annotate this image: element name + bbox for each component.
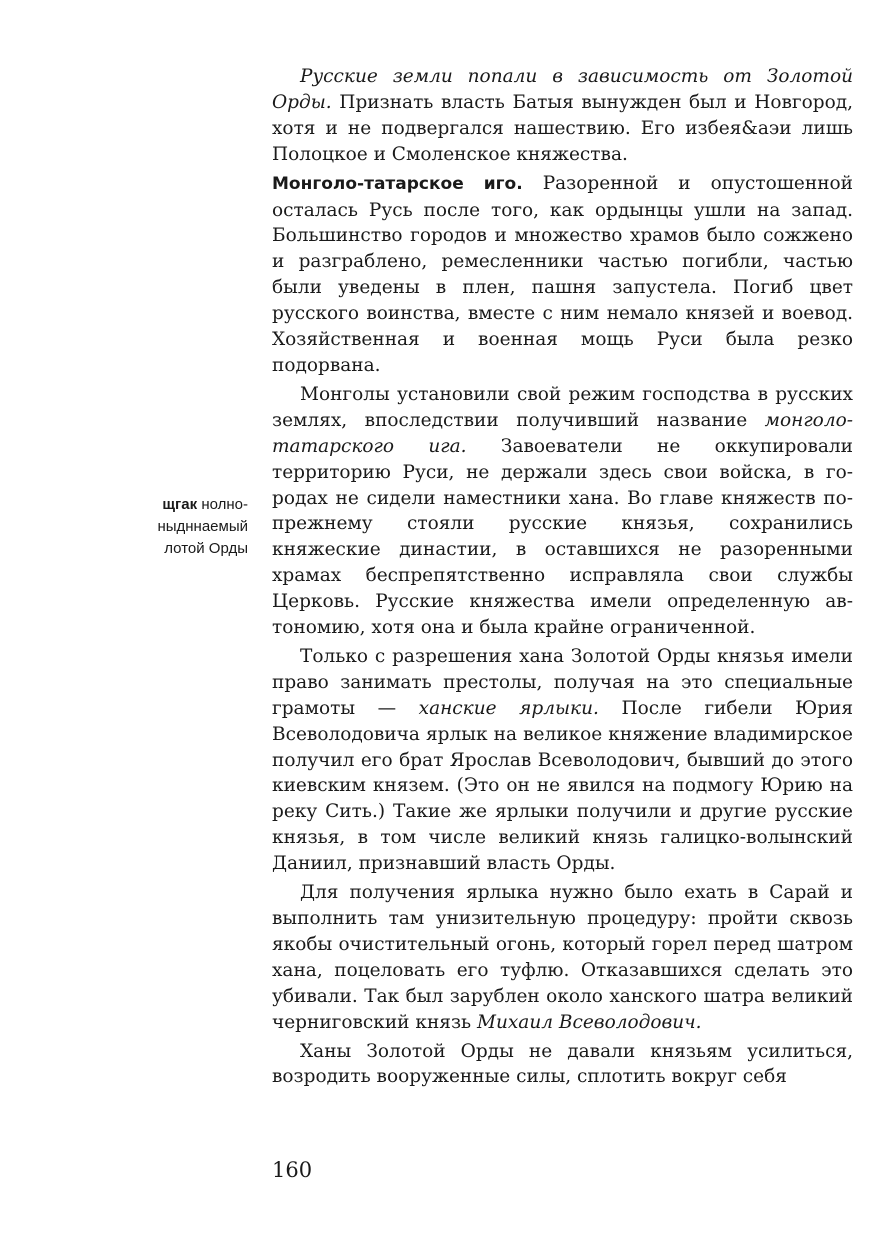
paragraph-5 bbox=[272, 880, 853, 1035]
paragraph-text: Ханы Золотой Орды не давали князьям усилиться, возродить вооруженные силы, сплотить вокруг себя bbox=[272, 1040, 853, 1088]
paragraph-text: Для получения ярлыка нужно было ехать в Сарай и выполнить там унизительную процедуру: пройти сквозь якобы очистительный огонь, который горел перед шатром хана, поцеловать его туфлю. Отказавшихся сделать это убивали. Так был зарублен около ханского шатра великий черниговский князь bbox=[272, 882, 853, 1033]
margin-note bbox=[116, 494, 248, 560]
margin-note-line-3: лотой Орды bbox=[164, 540, 248, 557]
page-number: 160 bbox=[272, 1158, 313, 1182]
margin-note-line-2: ныдннаемый bbox=[157, 518, 248, 535]
italic-term: монголо-татарского ига. bbox=[272, 409, 853, 457]
margin-note-line-1 bbox=[116, 494, 248, 516]
margin-note-text: нолно- bbox=[197, 496, 248, 513]
paragraph-2 bbox=[272, 171, 853, 379]
paragraph-text: После гибели Юрия Всеволодовича ярлык на великое княжение владимирское получил его брат Ярослав Всеволодович, бывший до этого киевским князем. (Это он не явился на подмогу Юрию на реку Сить.) Такие же ярлыки получили и другие русские князья, в том числе великий князь галицко-волынский Даниил, признавший власть Орды. bbox=[272, 697, 853, 875]
italic-term: ханские ярлыки. bbox=[418, 697, 599, 719]
margin-note-bold: щгак bbox=[162, 496, 198, 513]
paragraph-text: Монголы установили свой режим господства в русских землях, впоследствии получивший название bbox=[272, 383, 853, 431]
paragraph-3 bbox=[272, 382, 853, 641]
italic-name: Михаил Всеволодович. bbox=[477, 1011, 702, 1033]
main-text bbox=[272, 64, 853, 1090]
paragraph-6 bbox=[272, 1039, 853, 1091]
paragraph-1 bbox=[272, 64, 853, 168]
paragraph-text: Разоренной и опустошенной осталась Русь после того, как ордынцы ушли на запад. Большинство городов и множество храмов было сожжено и разграблено, ремесленники частью погибли, частью были уведены в плен, пашня запустела. Погиб цвет русского воинства, вместе с ним немало князей и воевод. Хозяйственная и военная мощь Руси была резко подорвана. bbox=[272, 172, 853, 376]
paragraph-4 bbox=[272, 644, 853, 877]
section-heading: Монголо-татарское иго. bbox=[272, 173, 523, 194]
paragraph-text: Завоеватели не оккупировали территорию Руси, не держали здесь свои войска, в городах не сидели наместники хана. Во главе княжеств по-прежнему стояли русские князья, сохранились княжеские династии, в оставшихся не разоренными храмах беспрепятственно исправляла свои службы Церковь. Русские княжества имели определенную автономию, хотя она и была крайне ограниченной. bbox=[272, 435, 853, 639]
italic-phrase: Русские земли попали в зависимость от Золотой Орды. bbox=[272, 66, 853, 113]
paragraph-text: Только с разрешения хана Золотой Орды князья имели право занимать престолы, получая на это специальные грамоты — bbox=[272, 645, 853, 719]
paragraph-text: Признать власть Батыя вынужден был и Новгород, хотя и не подвергался нашествию. Его избея&аэи лишь Полоцкое и Смоленское княжества. bbox=[272, 91, 853, 165]
